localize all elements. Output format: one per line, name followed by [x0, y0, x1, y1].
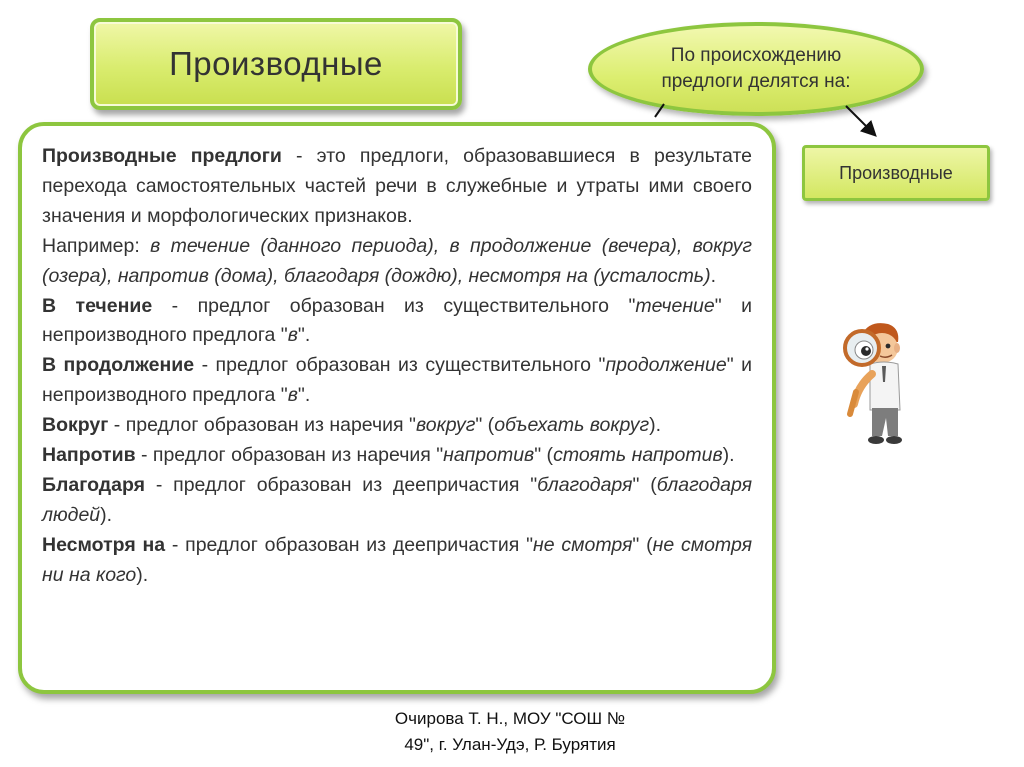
derived-branch-box [802, 145, 990, 201]
explanation-term: Напротив [42, 444, 136, 467]
explanation-example-2: стоять напротив [553, 444, 723, 467]
explanation-example-2: благодаря людей [42, 473, 752, 526]
explanation-example-2: в [287, 384, 298, 407]
definition-panel [18, 122, 776, 694]
explanation-term: Вокруг [42, 414, 109, 437]
examples-intro: Например: [42, 234, 151, 257]
explanation-example-2: в [287, 324, 298, 347]
page-title: Производные [169, 45, 383, 82]
explanation-item: В продолжение - предлог образован из существительного "продолжение" и непроизводного предлога "в". [42, 354, 752, 407]
explanation-example-2: не смотря ни на кого [42, 533, 752, 586]
explanation-example: вокруг [415, 414, 476, 437]
classification-ellipse [588, 22, 924, 116]
definition-paragraph [42, 142, 752, 232]
author-credit [340, 706, 680, 758]
explanation-term: В продолжение [42, 354, 195, 377]
explanation-item: Благодаря - предлог образован из деепричастия "благодаря" (благодаря людей). [42, 473, 752, 526]
explanation-example: напротив [443, 444, 535, 467]
arrow-right [846, 106, 874, 134]
author-credit-line-2: 49", г. Улан-Удэ, Р. Бурятия [404, 735, 616, 754]
explanation-term: В течение [42, 294, 153, 317]
explanation-item: Вокруг - предлог образован из наречия "вокруг" (объехать вокруг). [42, 414, 662, 437]
definition-text: - это предлоги, образовавшиеся в результате перехода самостоятельных частей речи в служебные и утраты ими своего значения и морфологических признаков. [42, 145, 752, 227]
examples-text: в течение (данного периода), в продолжение (вечера), вокруг (озера), напротив (дома), благодаря (дождю), несмотря на (усталость) [42, 234, 753, 287]
explanation-item: Несмотря на - предлог образован из деепричастия "не смотря" (не смотря ни на кого). [42, 533, 752, 586]
explanation-item: Напротив - предлог образован из наречия "напротив" (стоять напротив). [42, 444, 735, 467]
explanation-item: В течение - предлог образован из существительного "течение" и непроизводного предлога "в". [42, 294, 753, 347]
magnifier-boy-icon [840, 318, 920, 450]
title-banner [90, 18, 462, 110]
classification-line-1: По происхождению [670, 45, 842, 66]
explanation-example: течение [635, 294, 715, 317]
definition-term: Производные предлоги [42, 145, 282, 167]
explanation-example-2: объехать вокруг [494, 414, 650, 437]
derived-branch-label: Производные [839, 162, 953, 183]
examples-paragraph [42, 232, 752, 292]
explanation-term: Несмотря на [42, 533, 166, 556]
author-credit-line-1: Очирова Т. Н., МОУ "СОШ № [394, 709, 626, 728]
explanation-example: продолжение [605, 354, 727, 377]
classification-line-2: предлоги делятся на: [661, 71, 851, 92]
explanation-example: не смотря [533, 533, 633, 556]
examples-end: . [710, 264, 716, 287]
explanation-term: Благодаря [42, 473, 146, 496]
explanation-example: благодаря [537, 473, 633, 496]
